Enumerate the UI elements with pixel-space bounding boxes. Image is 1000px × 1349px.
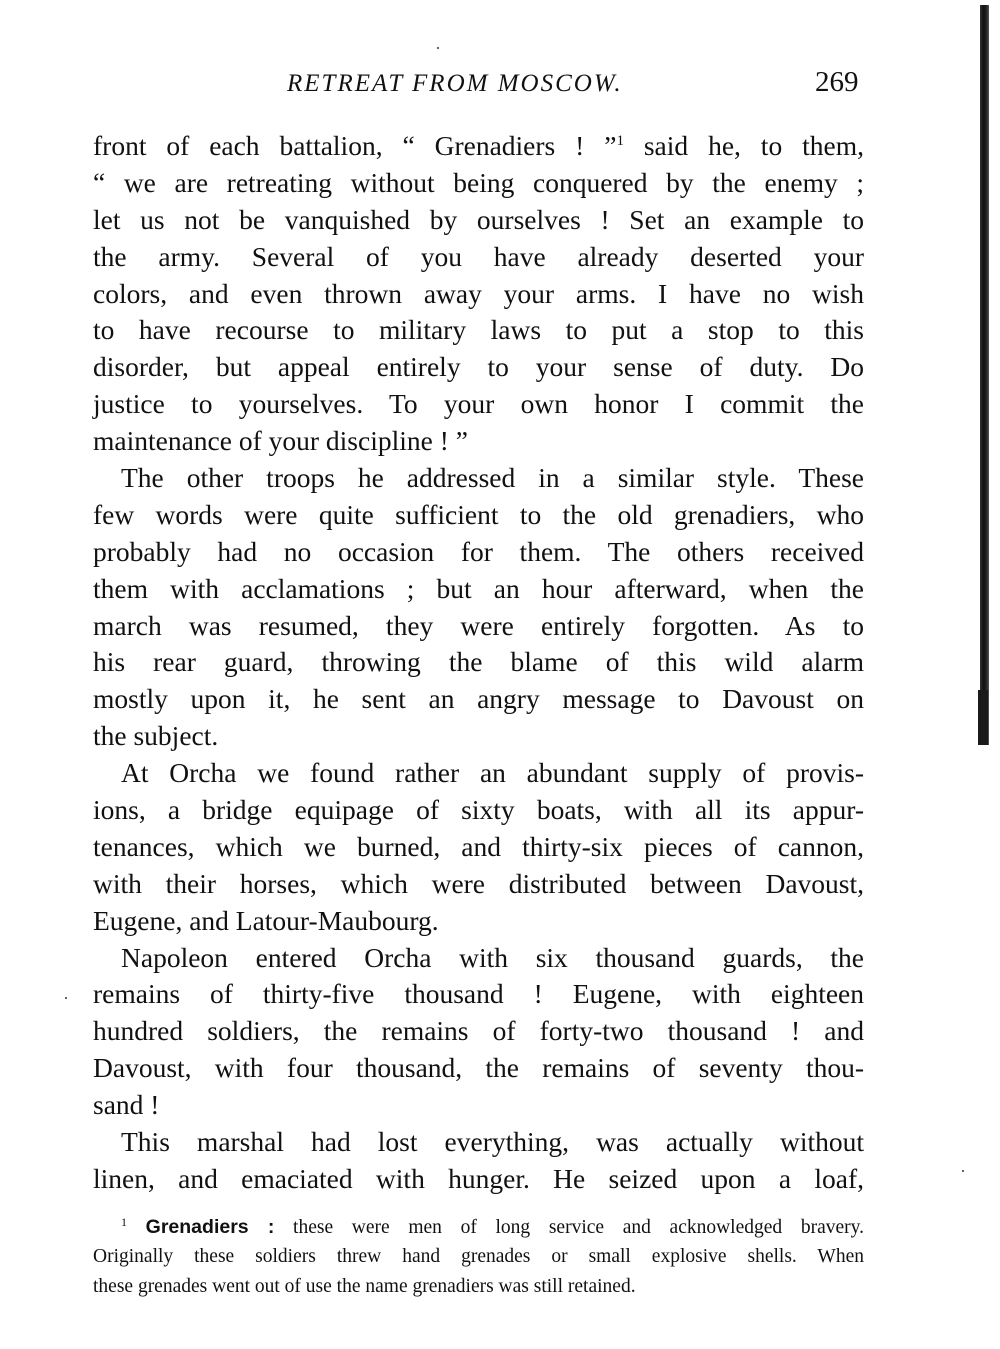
text-line: maintenance of your discipline ! ”: [93, 425, 468, 457]
page-number: 269: [815, 66, 859, 98]
text-line: hundred soldiers, the remains of forty-two thousand ! and: [93, 1015, 864, 1047]
text-line: justice to yourselves. To your own honor I commit the: [93, 388, 864, 420]
text-line: march was resumed, they were entirely forgotten. As to: [93, 609, 864, 641]
text-line: Eugene, and Latour-Maubourg.: [93, 904, 439, 936]
page-edge-shadow: [980, 5, 989, 745]
page-edge-shadow: [978, 690, 988, 745]
footnote-text: these were men of long service and acknowledged bravery.: [274, 1217, 864, 1238]
paragraph-start-line: Napoleon entered Orcha with six thousand guards, the: [121, 941, 864, 973]
footnote-term: Grenadiers :: [145, 1216, 275, 1238]
footnote-marker: 1: [121, 1215, 127, 1229]
text-line: the army. Several of you have already deserted your: [93, 240, 864, 272]
text-line: Davoust, with four thousand, the remains of seventy thou-: [93, 1052, 864, 1084]
paragraph-start-line: The other troops he addressed in a similar style. These: [121, 462, 864, 494]
text-line: colors, and even thrown away your arms. I have no wish: [93, 277, 864, 309]
text-line: to have recourse to military laws to put a stop to this: [93, 314, 864, 346]
footnote-line: [93, 1212, 864, 1242]
footnote-line: these grenades went out of use the name grenadiers was still retained.: [93, 1276, 636, 1297]
text-line: let us not be vanquished by ourselves ! Set an example to: [93, 203, 864, 235]
text-line: them with acclamations ; but an hour afterward, when the: [93, 572, 864, 604]
text-line: remains of thirty-five thousand ! Eugene, with eighteen: [93, 978, 864, 1010]
text-line: tenances, which we burned, and thirty-six pieces of cannon,: [93, 830, 864, 862]
text-line: “ we are retreating without being conquered by the enemy ;: [93, 166, 864, 198]
text-line: mostly upon it, he sent an angry message to Davoust on: [93, 683, 864, 715]
text-line: sand !: [93, 1089, 160, 1121]
line-text: said he, to them,: [623, 130, 864, 161]
text-line: linen, and emaciated with hunger. He seized upon a loaf,: [93, 1162, 864, 1194]
text-line: few words were quite sufficient to the old grenadiers, who: [93, 498, 864, 530]
body-text: [93, 128, 864, 1198]
text-line: his rear guard, throwing the blame of this wild alarm: [93, 646, 864, 678]
text-line: disorder, but appeal entirely to your sense of duty. Do: [93, 351, 864, 383]
scan-speck: [962, 1170, 964, 1172]
text-line: probably had no occasion for them. The others received: [93, 535, 864, 567]
scan-speck: [65, 997, 67, 999]
paragraph-start-line: At Orcha we found rather an abundant supply of provis-: [121, 757, 864, 789]
footnote-line: Originally these soldiers threw hand grenades or small explosive shells. When: [93, 1246, 864, 1267]
scan-speck: [437, 47, 439, 49]
running-title: RETREAT FROM MOSCOW.: [287, 70, 623, 97]
footnote-reference: 1: [616, 133, 624, 149]
text-line: [93, 128, 864, 165]
text-line: with their horses, which were distributed between Davoust,: [93, 867, 864, 899]
footnotes: [93, 1212, 864, 1302]
text-line: ions, a bridge equipage of sixty boats, with all its appur-: [93, 794, 864, 826]
line-text: front of each battalion, “ Grenadiers ! ”: [93, 130, 617, 161]
text-line: the subject.: [93, 720, 219, 752]
paragraph-start-line: This marshal had lost everything, was actually without: [121, 1126, 864, 1158]
